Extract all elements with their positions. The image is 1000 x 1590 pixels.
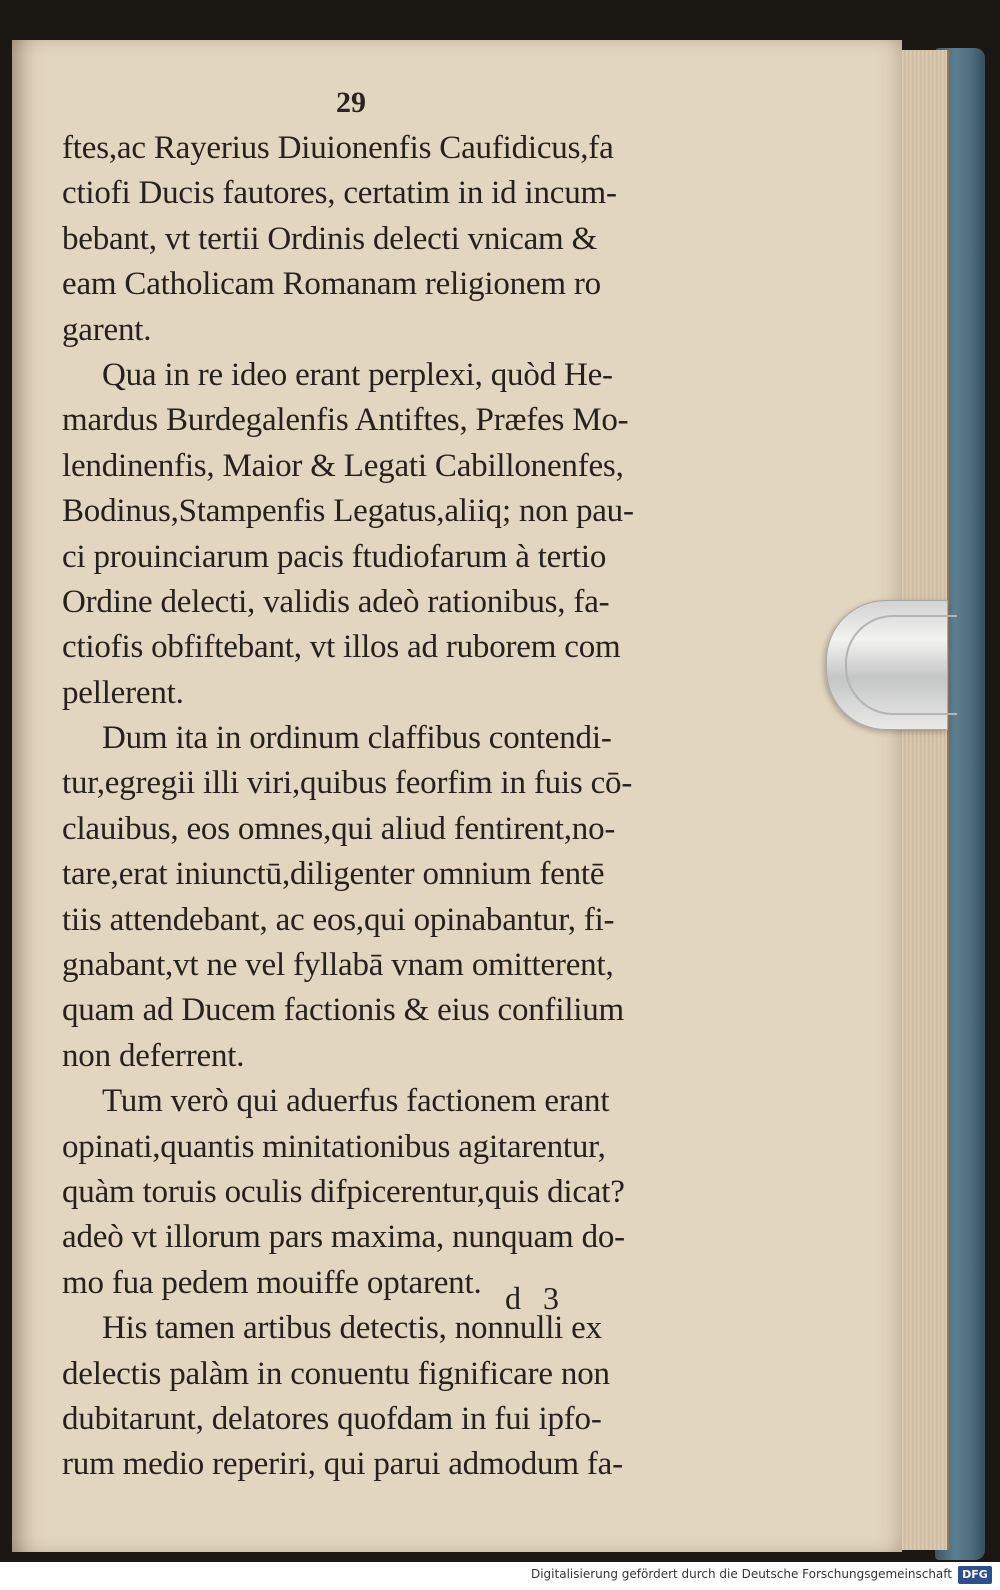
- footer-credit: Digitalisierung gefördert durch die Deutsche Forschungsgemeinschaft: [530, 1567, 952, 1581]
- text-line: ctiofi Ducis fautores, certatim in id incum-: [62, 175, 617, 212]
- text-line: mo fua pedem mouiffe optarent.: [62, 1264, 482, 1301]
- page-clip: [826, 600, 948, 730]
- text-line: tare,erat iniunctū,diligenter omnium fentē: [62, 856, 605, 893]
- text-line: non deferrent.: [62, 1037, 245, 1074]
- clip-highlight: [845, 615, 957, 715]
- footer-bar: [0, 1562, 1000, 1590]
- text-line: tur,egregii illi viri,quibus feorfim in fuis cō-: [62, 765, 633, 802]
- text-line: Dum ita in ordinum claffibus contendi-: [102, 720, 612, 757]
- text-line: Qua in re ideo erant perplexi, quòd He-: [102, 356, 613, 393]
- text-line: quam ad Ducem factionis & eius confilium: [62, 992, 625, 1029]
- text-line: quàm toruis oculis difpicerentur,quis dicat?: [62, 1173, 625, 1210]
- text-line: rum medio reperiri, qui parui admodum fa-: [62, 1446, 623, 1483]
- text-line: ci prouinciarum pacis ftudiofarum à tertio: [62, 538, 607, 575]
- text-line: tiis attendebant, ac eos,qui opinabantur, fi-: [62, 901, 615, 938]
- text-line: Bodinus,Stampenfis Legatus,aliiq; non pau-: [62, 493, 634, 530]
- text-line: mardus Burdegalenfis Antiftes, Præfes Mo-: [62, 402, 629, 439]
- dfg-logo: DFG: [958, 1566, 992, 1584]
- text-line: lendinenfis, Maior & Legati Cabillonenfes,: [62, 447, 624, 484]
- text-line: bebant, vt tertii Ordinis delecti vnicam &: [62, 220, 598, 257]
- signature-mark: d 3: [505, 1280, 559, 1316]
- text-line: adeò vt illorum pars maxima, nunquam do-: [62, 1219, 625, 1256]
- text-line: gnabant,vt ne vel fyllabā vnam omitterent,: [62, 947, 614, 984]
- text-line: pellerent.: [62, 674, 184, 711]
- text-line: delectis palàm in conuentu fignificare non: [62, 1355, 610, 1392]
- text-line: Tum verò qui aduerfus factionem erant: [102, 1083, 610, 1120]
- text-line: dubitarunt, delatores quofdam in fui ipfo-: [62, 1400, 602, 1437]
- text-line: ftes,ac Rayerius Diuionenfis Caufidicus,fa: [62, 130, 614, 166]
- page-number: 29: [336, 86, 366, 119]
- text-block: [62, 126, 672, 1488]
- text-line: eam Catholicam Romanam religionem ro: [62, 266, 601, 303]
- text-line: His tamen artibus detectis, nonnulli ex: [102, 1310, 602, 1347]
- text-line: ctiofis obfiftebant, vt illos ad ruborem com: [62, 629, 621, 666]
- page-edges: [895, 50, 949, 1550]
- text-line: opinati,quantis minitationibus agitarentur,: [62, 1128, 606, 1165]
- text-line: Ordine delecti, validis adeò rationibus, fa-: [62, 583, 610, 620]
- text-line: garent.: [62, 311, 152, 348]
- text-line: clauibus, eos omnes,qui aliud fentirent,no-: [62, 810, 616, 847]
